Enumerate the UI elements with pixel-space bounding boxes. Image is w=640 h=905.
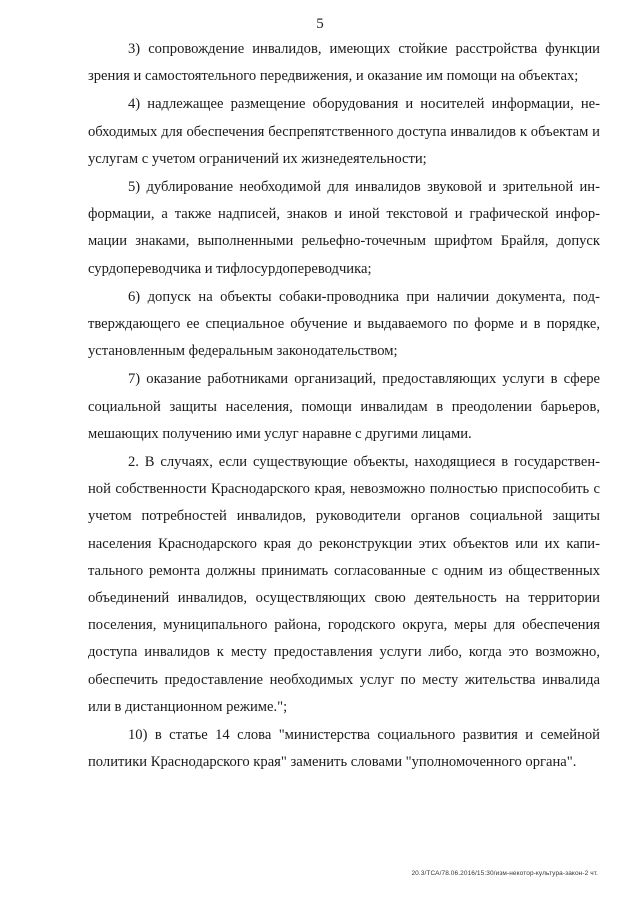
page-number: 5 xyxy=(316,16,324,32)
paragraph-item-7: 7) оказание работниками организаций, предоставляющих услуги в сфере социальной защиты населения, помощи инвалидам в преодолении барьеров, мешающих получению ими услуг наравне с другими лицами. xyxy=(88,371,600,442)
paragraph-item-3: 3) сопровождение инвалидов, имеющих стойкие расстройства функции зрения и самостоятельного передвижения, и оказание им помощи на объектах; xyxy=(88,41,600,85)
document-body xyxy=(88,36,600,777)
paragraph-item-10: 10) в статье 14 слова "министерства социального развития и семейной политики Краснодарского края" заменить словами "уполномоченного органа". xyxy=(88,727,600,771)
paragraph-item-5: 5) дублирование необходимой для инвалидов звуковой и зрительной информации, а также надписей, знаков и иной текстовой и графической информации знаками, выполненными рельефно-точечным шрифтом Брайля, допуск сурдопереводчика и тифлосурдопереводчика; xyxy=(88,179,600,277)
document-footer-code: 20.3/ТСА/78.06.2016/15:30/изм-некотор-культура-закон-2 чт. xyxy=(411,870,598,877)
paragraph-item-4: 4) надлежащее размещение оборудования и носителей информации, необходимых для обеспечения беспрепятственного доступа инвалидов к объектам и услугам с учетом ограничений их жизнедеятельности; xyxy=(88,96,600,167)
paragraph-item-6: 6) допуск на объекты собаки-проводника при наличии документа, подтверждающего ее специальное обучение и выдаваемого по форме и в порядке, установленным федеральным законодательством; xyxy=(88,288,600,360)
paragraph-part-2: 2. В случаях, если существующие объекты, находящиеся в государственной собственности Краснодарского края, невозможно полностью приспособить с учетом потребностей инвалидов, руководители органов социальной защиты населения Краснодарского края до реконструкции этих объектов или их капитального ремонта должны принимать согласованные с одним из общественных объединений инвалидов, осуществляющих свою деятельность на территории поселения, муниципального района, городского округа, меры для обеспечения доступа инвалидов к месту предоставления услуги либо, когда это возможно, обеспечить предоставление необходимых услуг по месту жительства инвалида или в дистанционном режиме."; xyxy=(88,454,600,715)
